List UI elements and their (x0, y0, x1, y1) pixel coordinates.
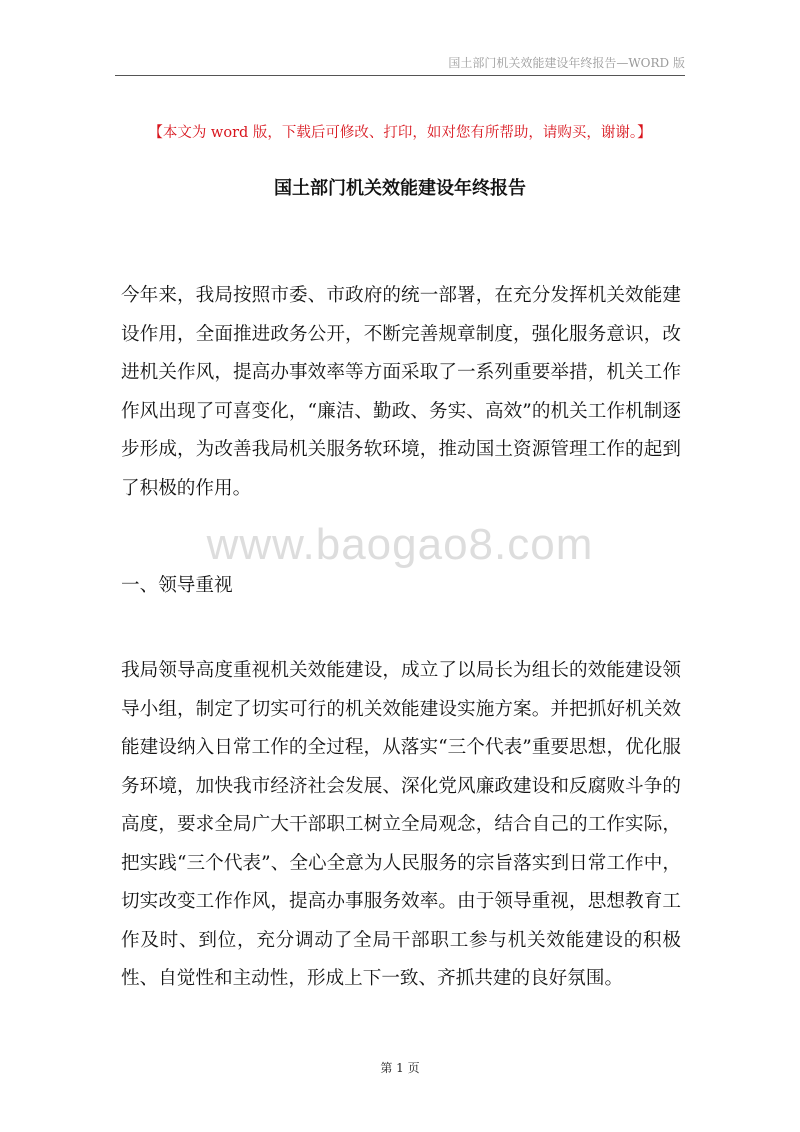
document-title: 国土部门机关效能建设年终报告 (274, 178, 526, 199)
purchase-notice: 【本文为 word 版，下载后可修改、打印，如对您有所帮助，请购买，谢谢。】 (148, 125, 652, 141)
paragraph-intro: 今年来，我局按照市委、市政府的统一部署，在充分发挥机关效能建设作用，全面推进政务公开，不断完善规章制度，强化服务意识，改进机关作风，提高办事效率等方面采取了一系列重要举措，机关工作作风出现了可喜变化，“廉洁、勤政、务实、高效”的机关工作机制逐步形成，为改善我局机关服务软环境，推动国土资源管理工作的起到了积极的作用。 (121, 285, 681, 499)
page-number: 第 1 页 (380, 1061, 420, 1075)
watermark: www.baogao8.com (206, 520, 594, 569)
running-header: 国土部门机关效能建设年终报告—WORD 版 (448, 56, 685, 70)
paragraph-leadership: 我局领导高度重视机关效能建设，成立了以局长为组长的效能建设领导小组，制定了切实可行的机关效能建设实施方案。并把抓好机关效能建设纳入日常工作的全过程，从落实“三个代表”重要思想，优化服务环境，加快我市经济社会发展、深化党风廉政建设和反腐败斗争的高度，要求全局广大干部职工树立全局观念，结合自己的工作实际，把实践“三个代表”、全心全意为人民服务的宗旨落实到日常工作中，切实改变工作作风，提高办事服务效率。由于领导重视，思想教育工作及时、到位，充分调动了全局干部职工参与机关效能建设的积极性、自觉性和主动性，形成上下一致、齐抓共建的良好氛围。 (121, 660, 681, 989)
section-heading-1: 一、领导重视 (121, 575, 233, 596)
header-divider (115, 75, 685, 76)
